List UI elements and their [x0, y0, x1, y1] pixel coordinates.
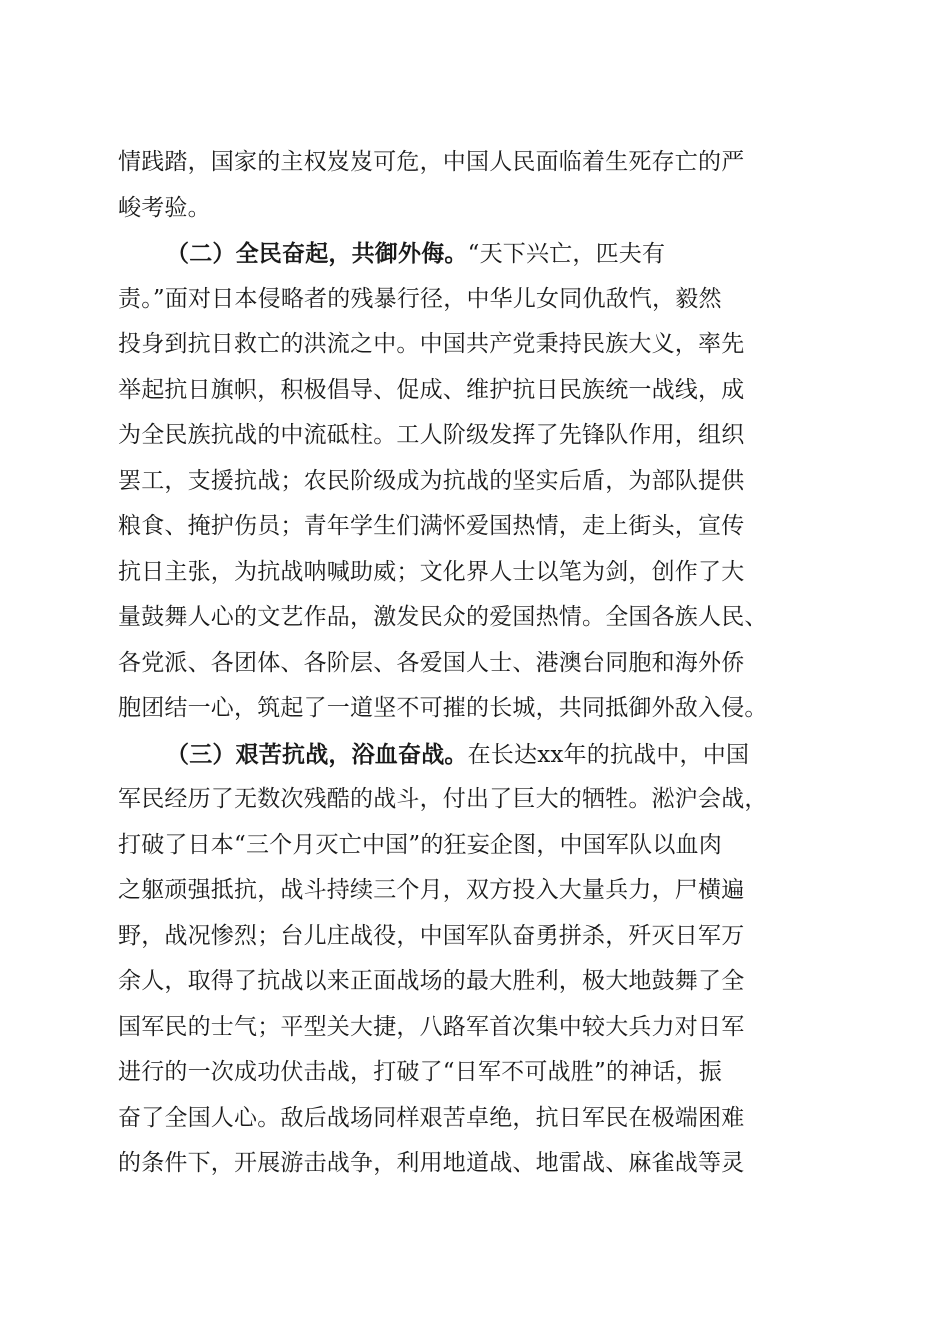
text-line: 之躯顽强抵抗，战斗持续三个月，双方投入大量兵力，尸横遍 [118, 877, 745, 903]
text-line [118, 732, 832, 778]
text-line: 峻考验。 [118, 194, 211, 221]
text-line: 举起抗日旗帜，积极倡导、促成、维护抗日民族统一战线，成 [118, 376, 745, 403]
text-line: 量鼓舞人心的文艺作品，激发民众的爱国热情。全国各族人民、 [118, 604, 768, 630]
text-line [118, 231, 832, 277]
text-line: 军民经历了无数次残酷的战斗，付出了巨大的牺牲。淞沪会战， [118, 786, 768, 812]
text-line: 进行的一次成功伏击战，打破了“日军不可战胜”的神话，振 [118, 1059, 722, 1085]
text-line: 抗日主张，为抗战呐喊助威；文化界人士以笔为剑，创作了大 [118, 558, 745, 585]
heading-line-rest: “天下兴亡，匹夫有 [467, 241, 666, 267]
text-line: 胞团结一心，筑起了一道坚不可摧的长城，共同抵御外敌入侵。 [118, 695, 768, 721]
text-line: 打破了日本“三个月灭亡中国”的狂妄企图，中国军队以血肉 [118, 831, 722, 858]
text-line: 国军民的士气；平型关大捷，八路军首次集中较大兵力对日军 [118, 1013, 745, 1040]
text-line: 野，战况惨烈；台儿庄战役，中国军队奋勇拼杀，歼灭日军万 [118, 922, 745, 949]
paragraph-section-3 [118, 732, 832, 1187]
text-line: 奋了全国人心。敌后战场同样艰苦卓绝，抗日军民在极端困难 [118, 1104, 745, 1131]
text-line: 余人，取得了抗战以来正面战场的最大胜利，极大地鼓舞了全 [118, 968, 745, 994]
paragraph-section-2 [118, 231, 832, 732]
heading-line-rest: 在长达xx年的抗战中，中国 [467, 741, 750, 768]
text-line: 各党派、各团体、各阶层、各爱国人士、港澳台同胞和海外侨 [118, 649, 745, 676]
text-line: 为全民族抗战的中流砥柱。工人阶级发挥了先锋队作用，组织 [118, 422, 745, 448]
text-line: 投身到抗日救亡的洪流之中。中国共产党秉持民族大义，率先 [118, 331, 745, 357]
text-line: 粮食、掩护伤员；青年学生们满怀爱国热情，走上街头，宣传 [118, 513, 745, 539]
section-heading: （三）艰苦抗战，浴血奋战。 [166, 740, 468, 768]
text-line: 罢工，支援抗战；农民阶级成为抗战的坚实后盾，为部队提供 [118, 467, 745, 494]
text-line: 情践踏，国家的主权岌岌可危，中国人民面临着生死存亡的严 [118, 149, 745, 175]
paragraph-continued [118, 140, 832, 231]
text-line: 的条件下，开展游击战争，利用地道战、地雷战、麻雀战等灵 [118, 1150, 745, 1176]
text-line: 责。”面对日本侵略者的残暴行径，中华儿女同仇敌忾，毅然 [118, 285, 722, 312]
section-heading: （二）全民奋起，共御外侮。 [166, 240, 468, 267]
